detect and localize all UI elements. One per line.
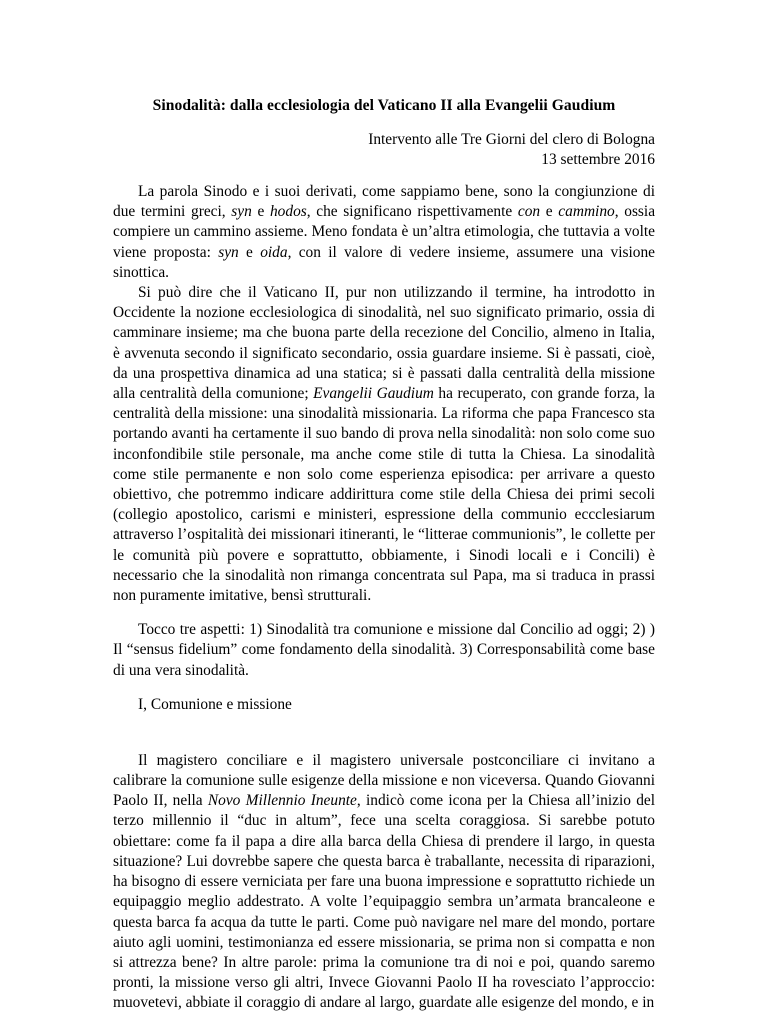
p1-text-g: , con il valore di vedere insieme, assumere una visione sinottica. bbox=[113, 243, 655, 281]
term-con: con bbox=[517, 203, 541, 221]
section-heading: I, Comunione e missione bbox=[138, 695, 292, 713]
p1-text-a: La parola Sinodo e i suoi derivati, come sappiamo bene, sono la congiunzione di due termini greci, bbox=[113, 183, 655, 221]
document-meta bbox=[113, 130, 655, 170]
paragraph-vaticano-ii bbox=[113, 283, 655, 606]
term-hodos: hodos bbox=[269, 203, 307, 221]
term-cammino: cammino bbox=[558, 203, 615, 221]
term-oida: oida bbox=[260, 243, 288, 261]
p1-text-f: e bbox=[238, 243, 261, 261]
term-evangelii-gaudium: Evangelii Gaudium bbox=[313, 385, 434, 403]
document-page bbox=[113, 96, 655, 1014]
term-novo-millennio-ineunte: Novo Millennio Ineunte bbox=[207, 792, 357, 810]
p1-text-c: , che significano rispettivamente bbox=[306, 203, 518, 221]
paragraph-three-aspects: Tocco tre aspetti: 1) Sinodalità tra comunione e missione dal Concilio ad oggi; 2) ) Il “sensus fidelium” come fondamento della sinodalità. 3) Corresponsabilità come base di una vera sinodalità. bbox=[113, 621, 655, 679]
p4-text-b: , indicò come icona per la Chiesa all’inizio del terzo millennio il “duc in altum”, fece una scelta coraggiosa. Si sarebbe potuto obiettare: come fa il papa a dire alla barca della Chiesa di prendere il largo, in questa situazione? Lui dovrebbe sapere che questa barca è traballante, necessita di riparazioni, ha bisogno di essere verniciata per fare una buona impressione e soprattutto richiede un equipaggio meglio addestrato. A volte l’equipaggio sembra un’armata brancaleone e questa barca fa acqua da tutte le parti. Come può navigare nel mare del mondo, portare aiuto agli uomini, testimonianza ed essere missionaria, se prima non si compatta e non si attrezza bene? In altre parole: prima la comunione tra di noi e poi, quando saremo pronti, la missione verso gli altri, Invece Giovanni Paolo II ha rovesciato l’approccio: muovetevi, abbiate il coraggio di andare al largo, guardate alle esigenze del mondo, e in bbox=[113, 792, 656, 1012]
date-line: 13 settembre 2016 bbox=[541, 151, 655, 168]
paragraph-etymology bbox=[113, 182, 655, 283]
paragraph-magistero bbox=[113, 751, 655, 1014]
p2-text-b: ha recuperato, con grande forza, la centralità della missione: una sinodalità missionaria. La riforma che papa Francesco sta portando avanti ha certamente il suo bando di prova nella sinodalità: non solo come suo inconfondibile stile personale, ma anche come stile di tutta la Chiesa. La sinodalità come stile permanente e non solo come esperienza episodica: per arrivare a questo obiettivo, che potremmo indicare addirittura come stile della Chiesa dei primi secoli (collegio apostolico, carismi e ministeri, espressione della communio eccclesiarum attraverso l’ospitalità dei missionari itineranti, le “litterae communionis”, le collette per le comunità più povere e soprattutto, obbiamente, i Sinodi locali e i Concili) è necessario che la sinodalità non rimanga concentrata sul Papa, ma si traduca in prassi non puramente imitative, bensì strutturali. bbox=[113, 385, 655, 605]
document-title: Sinodalità: dalla ecclesiologia del Vaticano II alla Evangelii Gaudium bbox=[152, 97, 616, 114]
p4-text-a: Il magistero conciliare e il magistero universale postconciliare ci invitano a calibrare la comunione sulle esigenze della missione e non viceversa. Quando Giovanni Paolo II, nella bbox=[113, 751, 655, 810]
p1-text-b: e bbox=[251, 203, 270, 221]
p2-text-a: Si può dire che il Vaticano II, pur non utilizzando il termine, ha introdotto in Occidente la nozione ecclesiologica di sinodalità, nel suo significato primario, ossia di camminare insieme; ma che buona parte della recezione del Concilio, almeno in Italia, è avvenuta secondo il significato secondario, ossia guardare insieme. Si è passati, cioè, da una prospettiva dinamica ad una statica; si è passati dalla centralità della missione alla centralità della comunione; bbox=[113, 284, 655, 403]
p1-text-e: , ossia compiere un cammino assieme. Meno fondata è un’altra etimologia, che tuttavia a volte viene proposta: bbox=[113, 203, 656, 261]
term-syn: syn bbox=[231, 203, 252, 221]
event-line: Intervento alle Tre Giorni del clero di Bologna bbox=[368, 131, 655, 148]
p1-text-d: e bbox=[540, 203, 559, 221]
term-syn-2: syn bbox=[218, 243, 239, 261]
